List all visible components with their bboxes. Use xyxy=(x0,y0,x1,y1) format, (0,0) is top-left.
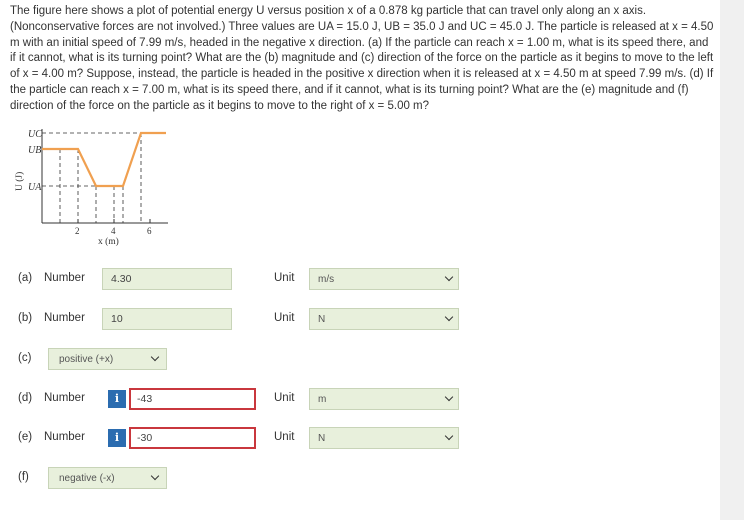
unit-label: Unit xyxy=(274,272,295,284)
part-label: (a) xyxy=(18,272,33,284)
answer-row-b xyxy=(18,308,718,332)
direction-f-value: negative (-x) xyxy=(59,473,115,484)
unit-d-select[interactable] xyxy=(309,388,459,410)
unit-label: Unit xyxy=(274,392,295,404)
unit-label: Unit xyxy=(274,431,295,443)
potential-energy-figure xyxy=(8,127,178,255)
tick-label-2: 2 xyxy=(75,226,80,236)
info-icon[interactable]: i xyxy=(108,390,126,408)
chevron-down-icon xyxy=(151,353,159,361)
answer-row-f xyxy=(18,467,718,491)
number-label: Number xyxy=(44,272,85,284)
chevron-down-icon xyxy=(445,313,453,321)
direction-c-select[interactable] xyxy=(48,348,167,370)
potential-energy-plot xyxy=(8,127,178,255)
direction-c-value: positive (+x) xyxy=(59,354,114,365)
potential-curve xyxy=(42,133,166,186)
uc-label: UC xyxy=(28,129,42,140)
answer-b-input[interactable]: 10 xyxy=(102,308,232,330)
answer-row-c xyxy=(18,348,718,372)
part-label: (f) xyxy=(18,471,29,483)
part-label: (e) xyxy=(18,431,33,443)
unit-d-value: m xyxy=(318,394,327,405)
answer-a-input[interactable]: 4.30 xyxy=(102,268,232,290)
unit-b-select[interactable] xyxy=(309,308,459,330)
chevron-down-icon xyxy=(445,393,453,401)
page-scrollbar[interactable] xyxy=(720,0,744,520)
answer-row-e xyxy=(18,427,718,451)
chevron-down-icon xyxy=(151,472,159,480)
unit-e-value: N xyxy=(318,433,326,444)
tick-label-6: 6 xyxy=(147,226,152,236)
part-label: (c) xyxy=(18,352,32,364)
chevron-down-icon xyxy=(445,432,453,440)
number-label: Number xyxy=(44,431,85,443)
unit-b-value: N xyxy=(318,314,326,325)
x-axis-label: x (m) xyxy=(98,237,119,247)
answer-row-d xyxy=(18,388,718,412)
unit-a-select[interactable] xyxy=(309,268,459,290)
answer-e-input[interactable]: -30 xyxy=(129,427,256,449)
tick-label-4: 4 xyxy=(111,226,116,236)
unit-label: Unit xyxy=(274,312,295,324)
unit-a-value: m/s xyxy=(318,274,335,285)
ua-label: UA xyxy=(28,182,42,193)
unit-e-select[interactable] xyxy=(309,427,459,449)
answer-d-input[interactable]: -43 xyxy=(129,388,256,410)
ub-label: UB xyxy=(28,145,42,156)
part-label: (d) xyxy=(18,392,33,404)
info-icon[interactable]: i xyxy=(108,429,126,447)
answer-row-a xyxy=(18,268,718,292)
y-axis-label: U (J) xyxy=(15,171,25,191)
problem-statement: The figure here shows a plot of potential energy U versus position x of a 0.878 kg particle that can travel only along an x axis. (Nonconservative forces are not involved.) Three values are UA = 15.0 J, UB = 35.0 J and UC = 45.0 J. The particle is released at x = 4.50 m with an initial speed of 7.99 m/s, headed in the negative x direction. (a) If the particle can reach x = 1.00 m, what is its speed there, and if it cannot, what is its turning point? What are the (b) magnitude and (c) direction of the force on the particle as it begins to move to the left of x = 4.00 m? Suppose, instead, the particle is headed in the positive x direction when it is released at x = 4.50 m at speed 7.99 m/s. (d) If the particle can reach x = 7.00 m, what is its speed there, and if it cannot, what is its turning point? What are the (e) magnitude and (f) direction of the force on the particle as it begins to move to the right of x = 5.00 m? xyxy=(10,5,714,112)
part-label: (b) xyxy=(18,312,33,324)
number-label: Number xyxy=(44,392,85,404)
number-label: Number xyxy=(44,312,85,324)
direction-f-select[interactable] xyxy=(48,467,167,489)
chevron-down-icon xyxy=(445,273,453,281)
